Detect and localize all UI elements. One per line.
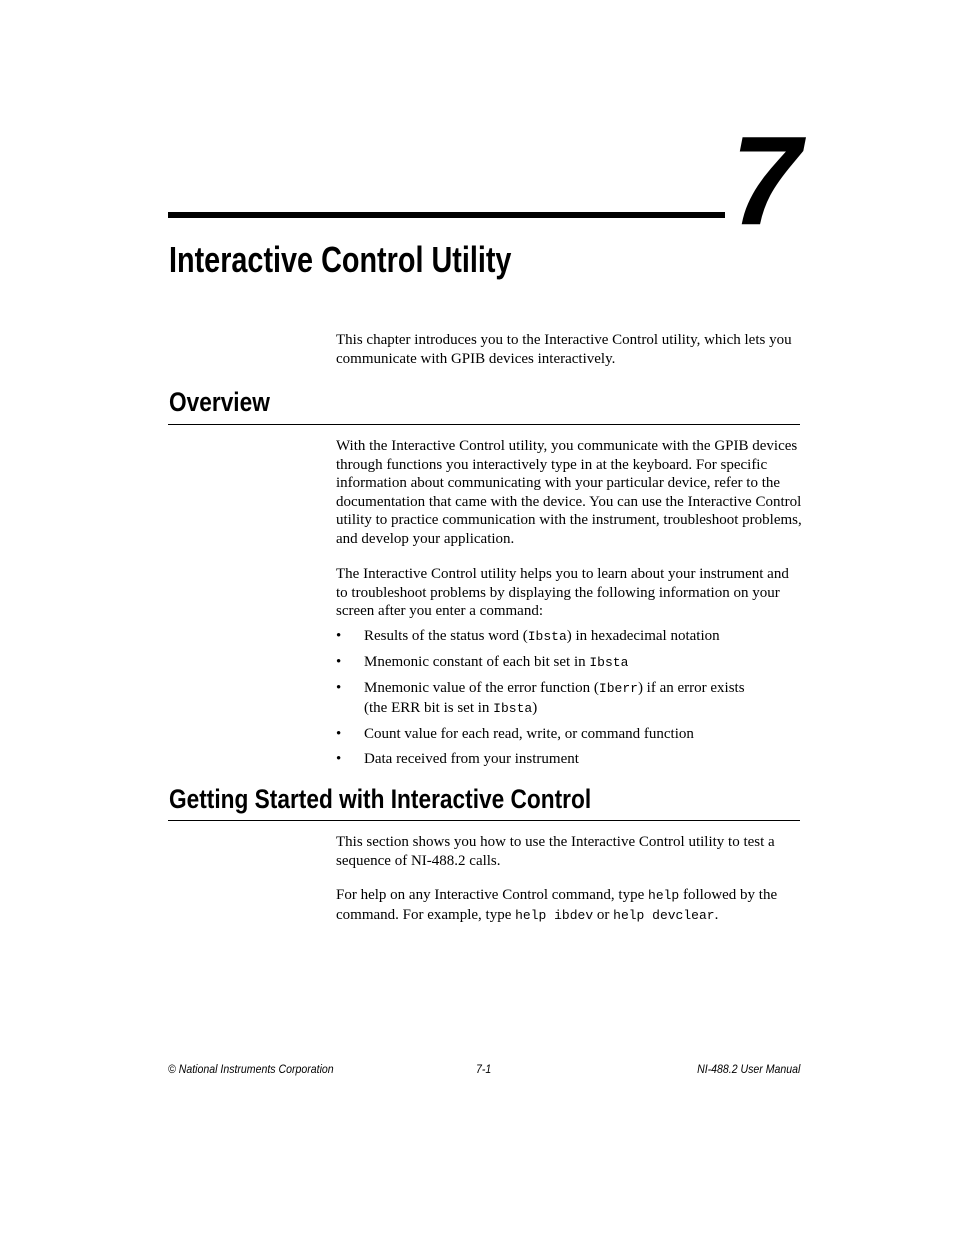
overview-paragraph-2: The Interactive Control utility helps you to learn about your instrument and to troubleshoot problems by displaying the following information on your screen after you enter a command: — [336, 566, 789, 620]
bullet-icon: • — [336, 680, 342, 697]
chapter-title: Interactive Control Utility — [169, 239, 512, 280]
chapter-number: 7 — [731, 110, 798, 251]
code-help-devclear: help devclear — [613, 907, 715, 923]
overview-rule — [168, 424, 800, 425]
list-item: • Count value for each read, write, or command function — [336, 725, 694, 742]
bullet-icon: • — [336, 750, 342, 767]
list-item: • Mnemonic constant of each bit set in Ibsta — [336, 654, 629, 671]
footer-page-number: 7-1 — [476, 1062, 492, 1076]
code-ibsta: Ibsta — [527, 629, 567, 644]
bullet-icon: • — [336, 628, 342, 644]
footer-manual-title: NI-488.2 User Manual — [696, 1062, 800, 1076]
chapter-rule — [168, 212, 725, 218]
info-bullet-list — [336, 627, 802, 775]
list-item: • Results of the status word (Ibsta) in hexadecimal notation — [336, 628, 720, 644]
getting-started-rule — [168, 820, 800, 821]
bullet-icon: • — [336, 725, 342, 742]
chapter-intro: This chapter introduces you to the Interactive Control utility, which lets you communicate with GPIB devices interactively. — [336, 332, 792, 367]
list-item: • Data received from your instrument — [336, 750, 579, 767]
list-item: • Mnemonic value of the error function (Iberr) if an error exists (the ERR bit is set in Ibsta) — [336, 680, 745, 716]
code-help-ibdev: help ibdev — [515, 907, 594, 923]
bullet-icon: • — [336, 654, 342, 671]
code-ibsta: Ibsta — [493, 700, 533, 716]
code-ibsta: Ibsta — [589, 655, 629, 671]
overview-heading: Overview — [169, 387, 270, 417]
overview-paragraph-1: With the Interactive Control utility, you communicate with the GPIB devices through functions you interactively type in at the keyboard. For specific information about communicating with your particular device, refer to the documentation that came with the device. You can use the Interactive Control utility to practice communication with the instrument, troubleshoot problems, and develop your application. — [336, 438, 802, 547]
getting-started-paragraph-1: This section shows you how to use the Interactive Control utility to test a sequence of NI-488.2 calls. — [336, 834, 775, 869]
code-help: help — [648, 888, 680, 903]
code-iberr: Iberr — [598, 681, 638, 697]
getting-started-heading: Getting Started with Interactive Control — [169, 784, 592, 814]
footer-copyright: © National Instruments Corporation — [168, 1062, 334, 1076]
getting-started-paragraph-2: For help on any Interactive Control command, type help followed by the command. For example, type help ibdev or help devclear. — [336, 887, 778, 923]
